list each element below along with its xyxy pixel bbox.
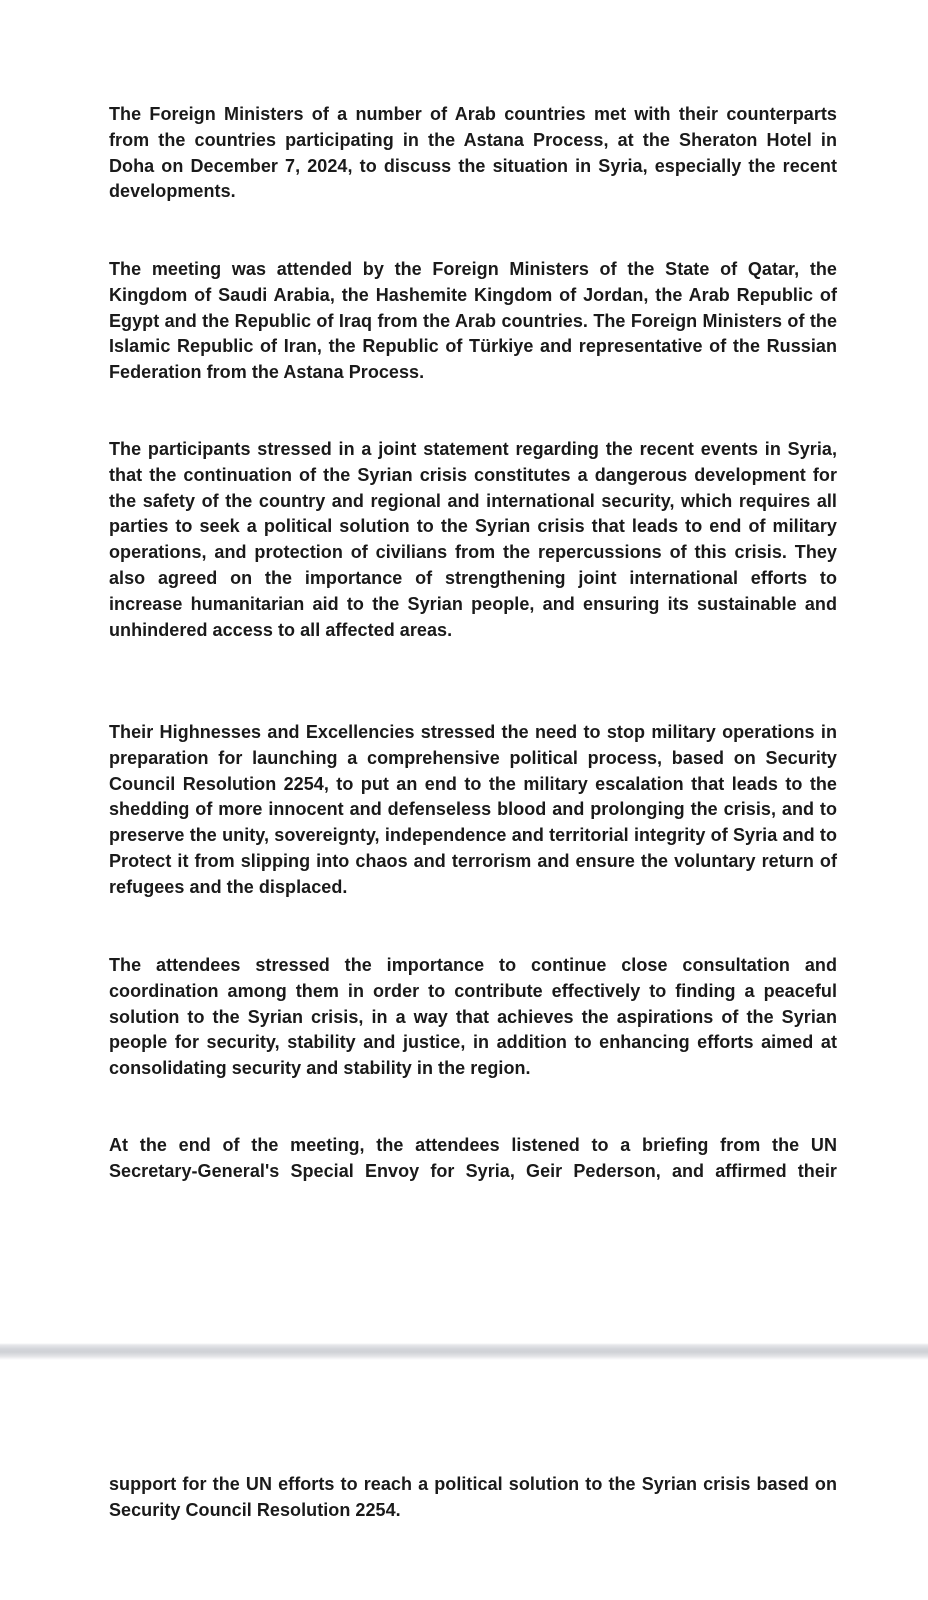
paragraph-stop-military-operations: Their Highnesses and Excellencies stressed the need to stop military operations in preparation for launching a comprehensive political process, based on Security Council Resolution 2254, to put an end to the military escalation that leads to the shedding of more innocent and defenseless blood and prolonging the crisis, and to preserve the unity, sovereignty, independence and territorial integrity of Syria and to Protect it from slipping into chaos and terrorism and ensure the voluntary return of refugees and the displaced. bbox=[109, 722, 837, 897]
paragraph-attendees: The meeting was attended by the Foreign Ministers of the State of Qatar, the Kingdom of Saudi Arabia, the Hashemite Kingdom of Jordan, the Arab Republic of Egypt and the Republic of Iraq from the Arab countries. The Foreign Ministers of the Islamic Republic of Iran, the Republic of Türkiye and representative of the Russian Federation from the Astana Process. bbox=[109, 259, 837, 383]
page-break-divider bbox=[0, 1343, 928, 1360]
paragraph-consultation: The attendees stressed the importance to continue close consultation and coordination among them in order to contribute effectively to finding a peaceful solution to the Syrian crisis, in a way that achieves the aspirations of the Syrian people for security, stability and justice, in addition to enhancing efforts aimed at consolidating security and stability in the region. bbox=[109, 955, 837, 1079]
paragraph-un-briefing: At the end of the meeting, the attendees listened to a briefing from the UN Secretary-General's Special Envoy for Syria, Geir Pederson, and affirmed their bbox=[109, 1135, 837, 1181]
paragraph-meeting-intro: The Foreign Ministers of a number of Arab countries met with their counterparts from the countries participating in the Astana Process, at the Sheraton Hotel in Doha on December 7, 2024, to discuss the situation in Syria, especially the recent developments. bbox=[109, 104, 837, 202]
paragraph-continuation: support for the UN efforts to reach a political solution to the Syrian crisis based on Security Council Resolution 2254. bbox=[109, 1474, 837, 1520]
paragraph-joint-statement: The participants stressed in a joint statement regarding the recent events in Syria, that the continuation of the Syrian crisis constitutes a dangerous development for the safety of the country and regional and international security, which requires all parties to seek a political solution to the Syrian crisis that leads to end of military operations, and protection of civilians from the repercussions of this crisis. They also agreed on the importance of strengthening joint international efforts to increase humanitarian aid to the Syrian people, and ensuring its sustainable and unhindered access to all affected areas. bbox=[109, 439, 837, 640]
